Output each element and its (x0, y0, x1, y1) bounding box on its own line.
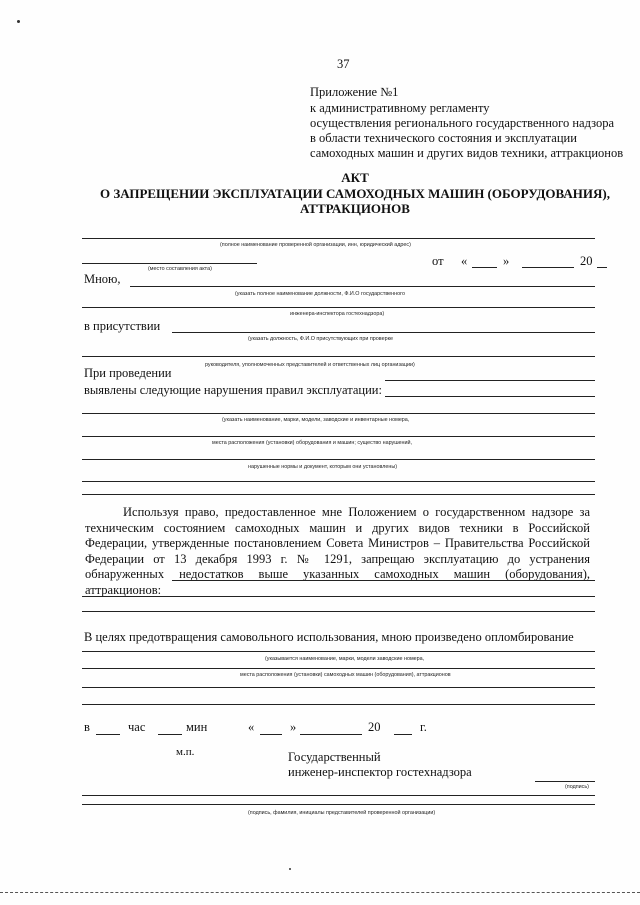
representatives-signature-field-1[interactable] (82, 795, 595, 796)
year-suffix: г. (420, 720, 427, 734)
paragraph-line: обнаруженных недостатков выше указанных самоходных машин (оборудования), (85, 567, 590, 582)
appendix-line: осуществления регионального государственного надзора (310, 116, 614, 130)
date-quote-open: « (461, 254, 468, 268)
sealing-field-3[interactable] (82, 687, 595, 688)
inspector-caption: инженера-инспектора гостехнадзора) (290, 311, 385, 317)
date-year-prefix: 20 (580, 254, 593, 268)
machines-field-1[interactable] (172, 580, 595, 581)
inspector-name-field[interactable] (130, 286, 595, 287)
representatives-signature-field-2[interactable] (82, 804, 595, 805)
position-caption: (указать полное наименование должности, Ф.И.О государственного (235, 291, 405, 297)
inspector-name-field-2[interactable] (82, 307, 595, 308)
place-field[interactable] (82, 263, 257, 264)
sealing-caption-1: (указывается наименование, марки, модели заводские номера, (265, 656, 425, 662)
inspector-title-line1: Государственный (288, 750, 381, 764)
date-from-label: от (432, 254, 444, 268)
paragraph-line: Федерации от 13 декабря 1993 г. № 1291, запрещаю эксплуатацию до устранения (85, 551, 590, 566)
sealing-field-2[interactable] (82, 668, 595, 669)
appendix-line: в области технического состояния и эксплуатации (310, 131, 577, 145)
paragraph-line: Используя право, предоставленное мне Положением о государственном надзоре за (123, 505, 590, 519)
representatives-signature-caption: (подпись, фамилия, инициалы представителей проверенной организации) (248, 810, 436, 816)
date-day-field[interactable] (472, 267, 497, 268)
org-name-field[interactable] (82, 238, 595, 239)
norms-caption: нарушенные нормы и документ, которым они установлены) (248, 464, 398, 470)
org-caption: (полное наименование проверенной организации, инн, юридический адрес) (220, 242, 411, 248)
violations-field-3[interactable] (82, 413, 595, 414)
violations-field-4[interactable] (82, 436, 595, 437)
time-v-label: в (84, 720, 90, 734)
document-title-line: АТТРАКЦИОНОВ (300, 201, 410, 216)
place-caption: (место составления акта) (148, 266, 212, 272)
mnoyu-label: Мною, (84, 272, 121, 286)
stamp-place-label: м.п. (176, 746, 195, 758)
scan-mark (17, 20, 20, 23)
prohibition-paragraph (85, 505, 590, 599)
minute-label: мин (186, 720, 208, 734)
paragraph-line: техническим состоянием самоходных машин и других видов техники в Российской (85, 520, 590, 535)
scan-mark (289, 868, 291, 870)
presence-label: в присутствии (84, 319, 161, 333)
date-year-field[interactable] (597, 267, 607, 268)
page-number: 37 (337, 57, 350, 71)
minute-field[interactable] (158, 734, 182, 735)
hour-field[interactable] (96, 734, 120, 735)
violations-field-7[interactable] (82, 494, 595, 495)
violations-field-2[interactable] (385, 396, 595, 397)
presence-field[interactable] (172, 332, 595, 333)
hour-label: час (128, 720, 146, 734)
violations-field-6[interactable] (82, 481, 595, 482)
time-quote-close: » (290, 720, 297, 734)
machines-field-3[interactable] (82, 611, 595, 612)
sealing-field-1[interactable] (82, 651, 595, 652)
time-year-prefix: 20 (368, 720, 381, 734)
time-day-field[interactable] (260, 734, 282, 735)
document-title-line: О ЗАПРЕЩЕНИИ ЭКСПЛУАТАЦИИ САМОХОДНЫХ МАШИН (ОБОРУДОВАНИЯ), (100, 186, 610, 201)
time-year-field[interactable] (394, 734, 412, 735)
appendix-line: к административному регламенту (310, 101, 490, 115)
signature-caption: (подпись) (565, 784, 589, 790)
machines-field-2[interactable] (82, 596, 595, 597)
document-title: АКТ (341, 170, 369, 185)
paragraph-line: аттракционов: (85, 582, 162, 597)
violations-label: выявлены следующие нарушения правил эксплуатации: (84, 383, 382, 397)
appendix-title: Приложение №1 (310, 85, 399, 99)
date-month-field[interactable] (522, 267, 574, 268)
violations-field-1[interactable] (385, 380, 595, 381)
sealing-field-4[interactable] (82, 704, 595, 705)
paragraph-line: Федерации, утвержденные постановлением Совета Министров – Правительства Российской (85, 536, 590, 551)
presence-caption: (указать должность, Ф.И.О присутствующих при проверке (248, 336, 393, 342)
violations-field-5[interactable] (82, 459, 595, 460)
sealing-caption-2: места расположения (установки) самоходных машин (оборудования), аттракционов (240, 672, 451, 678)
time-month-field[interactable] (300, 734, 362, 735)
inspection-label: При проведении (84, 366, 172, 380)
representatives-caption: руководителя, уполномоченных представителей и ответственных лиц организации) (205, 362, 415, 368)
names-caption: (указать наименование, марки, модели, заводские и инвентарные номера, (222, 417, 410, 423)
scan-edge-line (0, 892, 640, 893)
presence-field-2[interactable] (82, 356, 595, 357)
sealing-text: В целях предотвращения самовольного использования, мною произведено опломбирование (84, 630, 574, 644)
appendix-line: самоходных машин и других видов техники, аттракционов (310, 146, 624, 160)
location-caption: места расположения (установки) оборудования и машин; существо нарушений, (212, 440, 413, 446)
time-quote-open: « (248, 720, 255, 734)
date-quote-close: » (503, 254, 510, 268)
inspector-signature-field[interactable] (535, 781, 595, 782)
inspector-title-line2: инженер-инспектор гостехнадзора (288, 765, 472, 779)
